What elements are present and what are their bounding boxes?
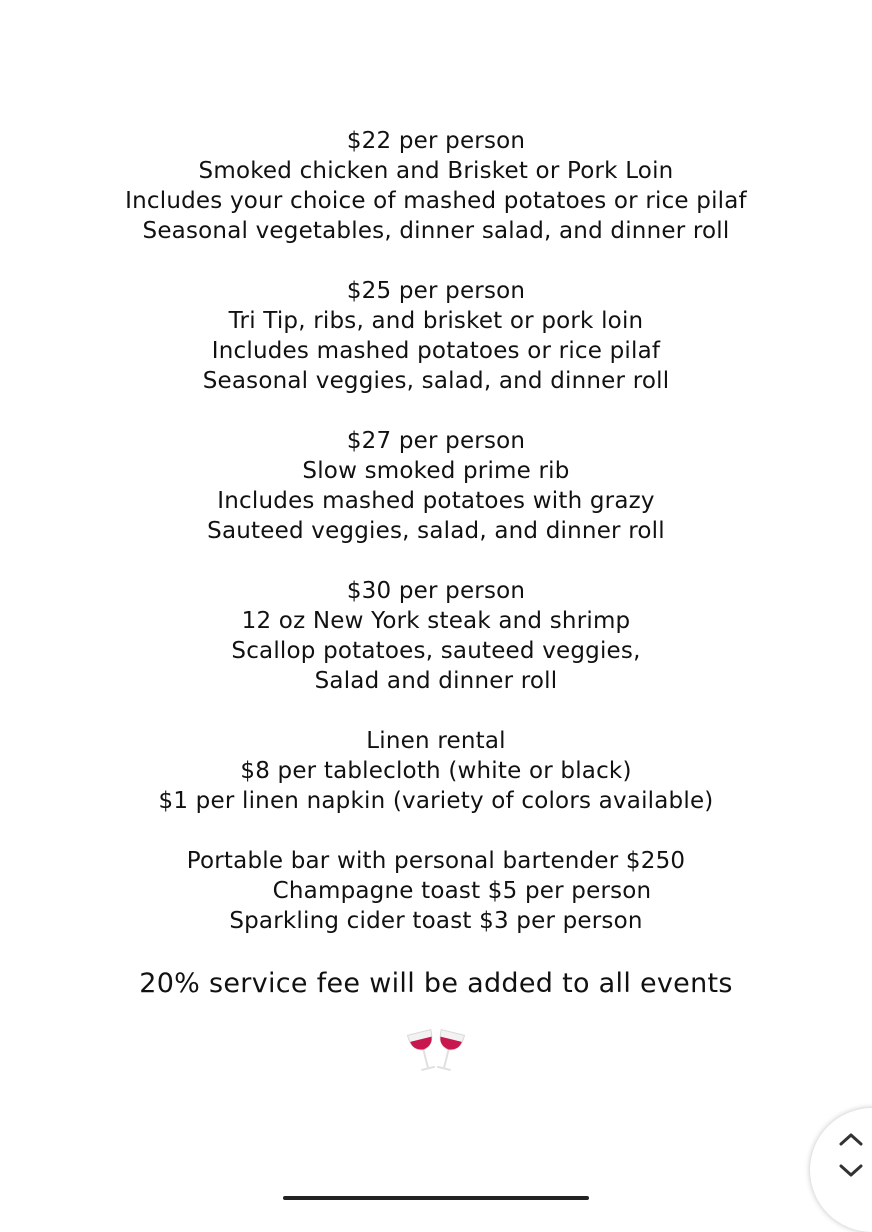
linen-line: $1 per linen napkin (variety of colors available) [158, 788, 714, 814]
package-line: Includes mashed potatoes or rice pilaf [211, 338, 661, 364]
package-line: Sauteed veggies, salad, and dinner roll [207, 518, 665, 544]
package-22 [0, 126, 872, 246]
package-30 [0, 576, 872, 696]
linen-rental [0, 726, 872, 816]
chevron-down-icon[interactable] [836, 1160, 866, 1182]
package-line: Slow smoked prime rib [302, 458, 570, 484]
package-line: Includes your choice of mashed potatoes or rice pilaf [125, 188, 747, 214]
bar-services [0, 846, 872, 936]
package-line: Seasonal vegetables, dinner salad, and dinner roll [142, 218, 730, 244]
package-line: Salad and dinner roll [314, 668, 558, 694]
package-line: Smoked chicken and Brisket or Pork Loin [198, 158, 674, 184]
wine-glasses-toast-icon [405, 1024, 467, 1078]
package-price: $25 per person [346, 278, 526, 304]
bar-line: Sparkling cider toast $3 per person [229, 908, 643, 934]
package-line: Scallop potatoes, sauteed veggies, [231, 638, 641, 664]
linen-line: $8 per tablecloth (white or black) [240, 758, 632, 784]
package-price: $27 per person [346, 428, 526, 454]
bar-line: Champagne toast $5 per person [272, 878, 652, 904]
package-line: Includes mashed potatoes with grazy [217, 488, 655, 514]
package-line: 12 oz New York steak and shrimp [241, 608, 631, 634]
home-indicator-bar[interactable] [283, 1196, 589, 1200]
service-fee-notice: 20% service fee will be added to all events [139, 968, 733, 999]
linen-heading: Linen rental [366, 728, 506, 754]
package-price: $22 per person [346, 128, 526, 154]
package-line: Tri Tip, ribs, and brisket or pork loin [228, 308, 644, 334]
package-27 [0, 426, 872, 546]
chevron-up-icon[interactable] [836, 1128, 866, 1150]
package-price: $30 per person [346, 578, 526, 604]
package-25 [0, 276, 872, 396]
menu-content [0, 126, 872, 954]
scroll-navigator [810, 1108, 872, 1232]
bar-line: Portable bar with personal bartender $250 [186, 848, 686, 874]
package-line: Seasonal veggies, salad, and dinner roll [202, 368, 670, 394]
